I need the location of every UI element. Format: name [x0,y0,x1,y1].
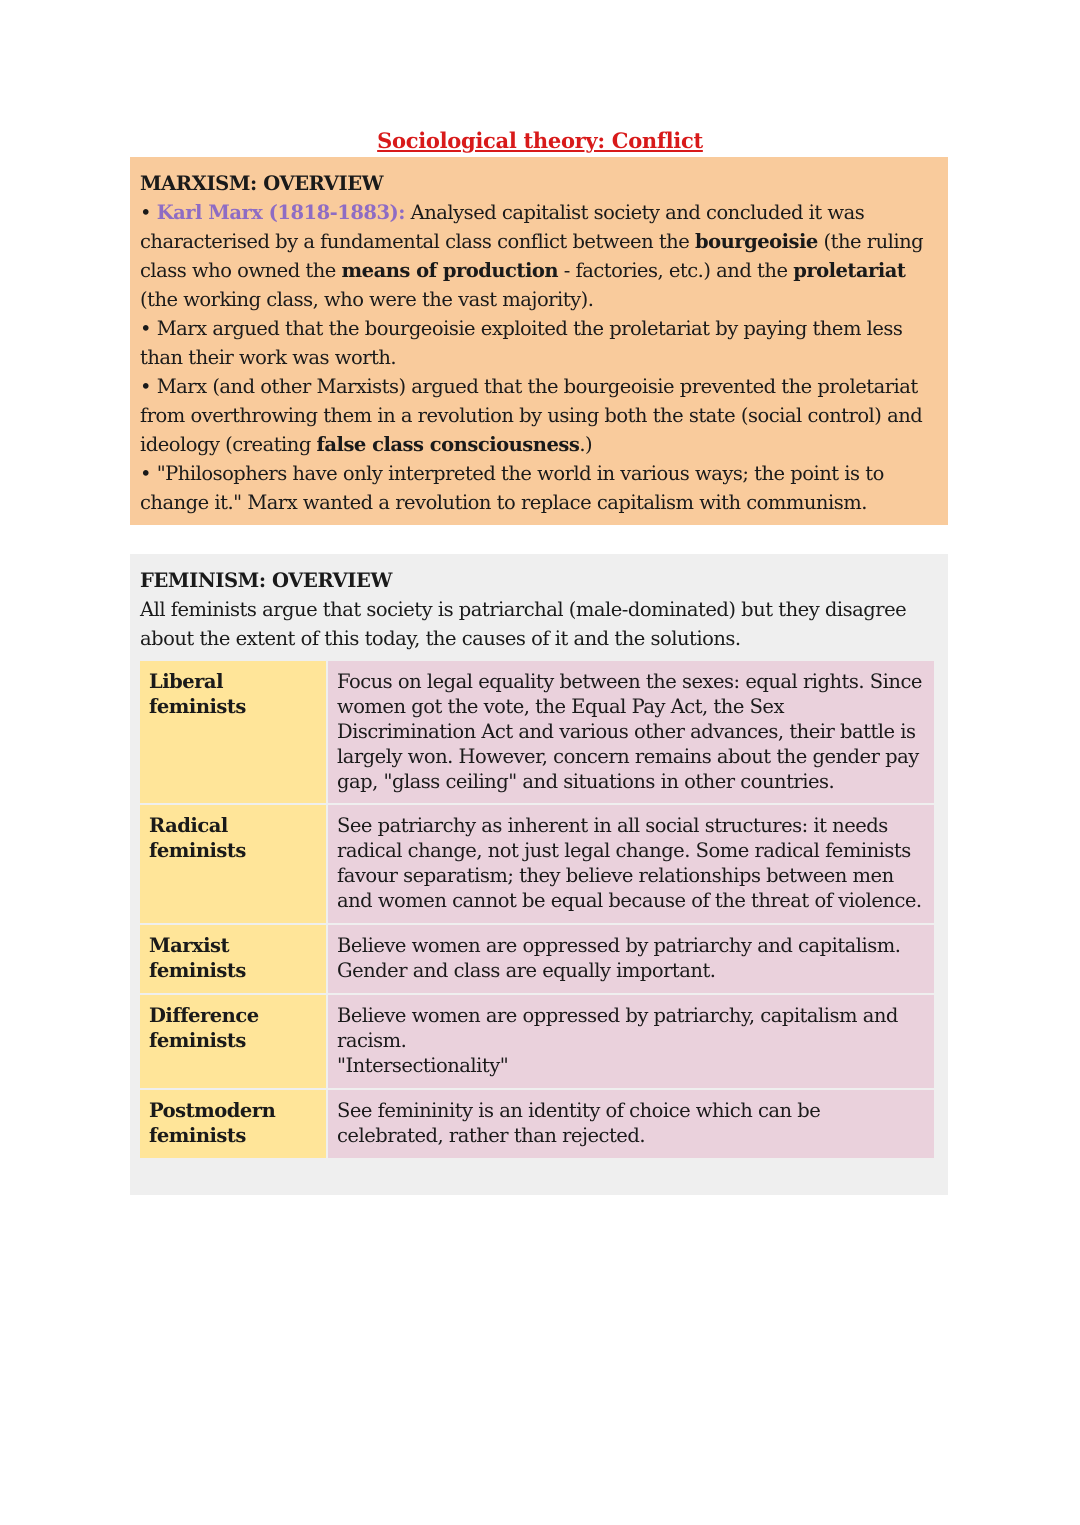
term-bourgeoisie: bourgeoisie [694,230,818,253]
table-row [140,805,934,923]
feminism-intro: All feminists argue that society is patriarchal (male-dominated) but they disagree about the extent of this today, the causes of it and the solutions. [140,598,907,650]
text: Marx (and other Marxists) argued that the bourgeoisie prevented the proletariat from overthrowing them in a revolution by using both the state (social control) and ideology (creating [140,375,923,456]
bullet-glyph: • [140,375,157,398]
row-description: Focus on legal equality between the sexes: equal rights. Since women got the vote, the Equal Pay Act, the Sex Discrimination Act and various other advances, their battle is largely won. However, concern remains about the gender pay gap, "glass ceiling" and situations in other countries. [328,661,934,803]
row-label: Radical feminists [140,805,326,923]
marxism-section [130,157,948,525]
marxism-bullet [140,314,938,372]
marxism-bullet [140,372,938,459]
marxism-bullet [140,198,938,314]
text: .) [579,433,593,456]
row-description [328,995,934,1088]
marxism-heading: MARXISM: OVERVIEW [140,172,384,195]
row-description: See femininity is an identity of choice which can be celebrated, rather than rejected. [328,1090,934,1158]
row-label: Difference feminists [140,995,326,1088]
table-row [140,925,934,993]
desc-line: Believe women are oppressed by patriarchy, capitalism and racism. [337,1004,898,1052]
page-title: Sociological theory: Conflict [377,128,703,153]
marxism-bullet [140,459,938,517]
desc-line: "Intersectionality" [337,1054,509,1077]
term-false-class-consciousness: false class consciousness [316,433,580,456]
bullet-glyph: • [140,201,157,224]
text: Analysed capitalist society and concluded it was characterised by a fundamental class conflict between the [140,201,865,253]
bullet-glyph: • [140,462,157,485]
text: Marx argued that the bourgeoisie exploited the proletariat by paying them less than their work was worth. [140,317,903,369]
row-label: Postmodern feminists [140,1090,326,1158]
row-description: Believe women are oppressed by patriarchy and capitalism. Gender and class are equally important. [328,925,934,993]
karl-marx-name: Karl Marx (1818-1883): [156,201,405,224]
text: "Philosophers have only interpreted the world in various ways; the point is to change it." Marx wanted a revolution to replace capitalism with communism. [140,462,884,514]
feminism-heading: FEMINISM: OVERVIEW [140,569,392,592]
row-description: See patriarchy as inherent in all social structures: it needs radical change, not just legal change. Some radical feminists favour separatism; they believe relationships between men and women cannot be equal because of the threat of violence. [328,805,934,923]
text: (the ruling class who owned the [140,230,924,282]
row-label: Marxist feminists [140,925,326,993]
table-row [140,661,934,803]
table-row [140,1090,934,1158]
bullet-glyph: • [140,317,157,340]
term-proletariat: proletariat [793,259,906,282]
term-means-of-production: means of production [341,259,559,282]
table-row [140,995,934,1088]
feminism-section [130,554,948,1195]
row-label: Liberal feminists [140,661,326,803]
feminism-table [138,659,936,1160]
text: - factories, etc.) and the [558,259,794,282]
text: (the working class, who were the vast majority). [140,288,594,311]
